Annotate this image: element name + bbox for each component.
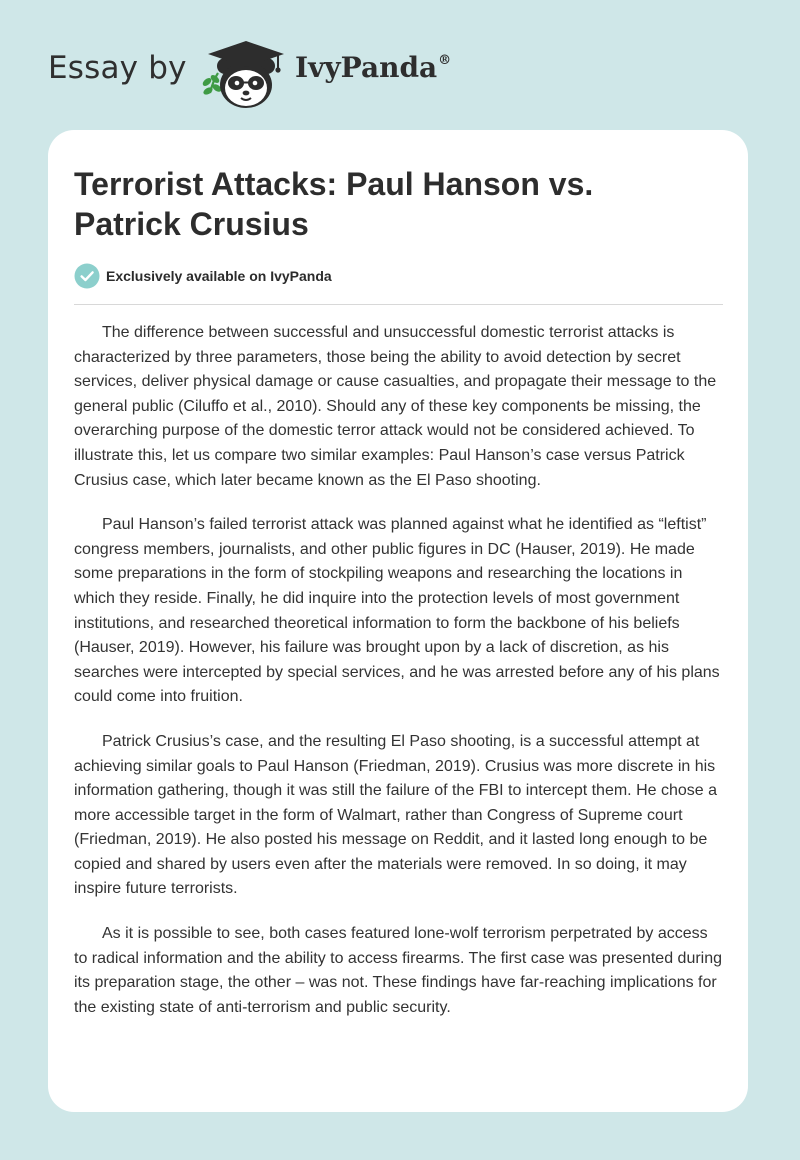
exclusive-label: Exclusively available on IvyPanda: [106, 268, 332, 284]
exclusive-badge: [74, 263, 332, 289]
essay-body: [74, 321, 722, 1040]
site-header: [0, 0, 800, 130]
page-title: Terrorist Attacks: Paul Hanson vs. Patrick Crusius: [74, 166, 594, 242]
essay-card: [48, 130, 748, 1112]
divider: [74, 304, 723, 305]
paragraph: As it is possible to see, both cases featured lone-wolf terrorism perpetrated by access to radical information and the ability to access firearms. The first case was presented during its preparation stage, the other – was not. These findings have far-reaching implications for the existing state of anti-terrorism and public security.: [74, 925, 723, 1016]
check-circle-icon: [74, 263, 100, 289]
paragraph: The difference between successful and unsuccessful domestic terrorist attacks is characterized by three parameters, those being the ability to avoid detection by secret services, deliver physical damage or cause casualties, and propagate their message to the general public (Ciluffo et al., 2010). Should any of these key components be missing, the overarching purpose of the domestic terror attack would not be considered achieved. To illustrate this, let us compare two similar examples: Paul Hanson’s case versus Patrick Crusius case, which later became known as the El Paso shooting.: [74, 324, 717, 489]
paragraph: Paul Hanson’s failed terrorist attack was planned against what he identified as “leftist” congress members, journalists, and other public figures in DC (Hauser, 2019). He made some preparations in the form of stockpiling weapons and researching the locations in which they reside. Finally, he did inquire into the protection levels of most government institutions, and researched theoretical information to form the backbone of his beliefs (Hauser, 2019). However, his failure was brought upon by a lack of discretion, as his searches were intercepted by special services, and he was arrested before any of his plans could come into fruition.: [74, 516, 720, 706]
paragraph: Patrick Crusius’s case, and the resulting El Paso shooting, is a successful attempt at achieving similar goals to Paul Hanson (Friedman, 2019). Crusius was more discrete in his information gathering, though it was still the failure of the FBI to intercept them. He chose a more accessible target in the form of Walmart, rather than Congress of Supreme court (Friedman, 2019). He also posted his message on Reddit, and it lasted long enough to be copied and shared by users even after the materials were removed. In so doing, it may inspire future terrorists.: [74, 732, 718, 898]
brand-name-text: IvyPanda: [295, 51, 438, 84]
registered-mark: ®: [438, 53, 452, 68]
essay-by-label: Essay by: [48, 50, 187, 86]
ivypanda-brand[interactable]: [295, 51, 451, 84]
panda-graduate-icon[interactable]: [198, 35, 290, 111]
